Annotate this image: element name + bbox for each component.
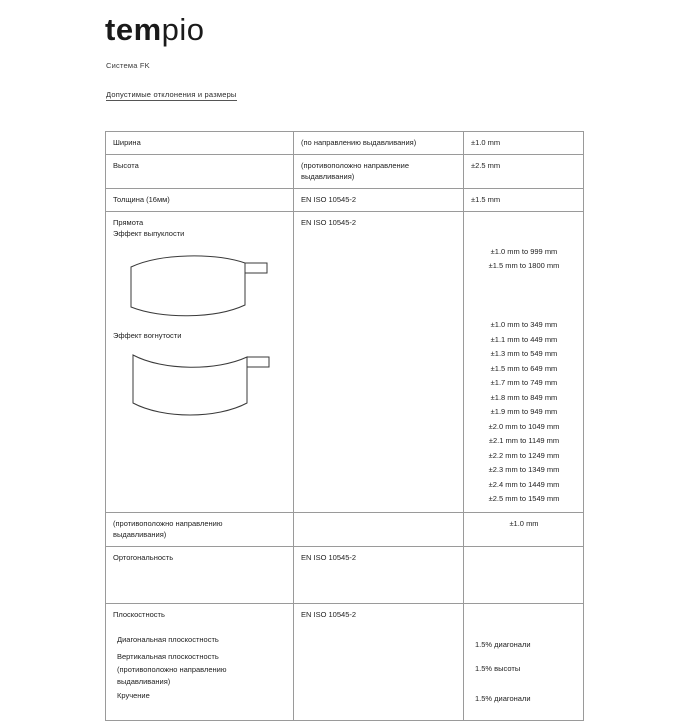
flatness-value-diagonal: 1.5% диагонали — [475, 639, 531, 649]
concave-value: ±2.1 mm to 1149 mm — [488, 436, 560, 446]
concave-value: ±1.5 mm to 649 mm — [490, 363, 558, 373]
table-row-straightness — [106, 211, 584, 512]
row-note-height: (противоположно направление выдавливания) — [294, 154, 464, 188]
flatness-sub-label-diagonal: Диагональная плоскостность — [117, 635, 219, 645]
row-value-opposite-direction: ±1.0 mm — [464, 512, 584, 546]
concave-value-list — [471, 318, 577, 506]
flatness-value-vertical: 1.5% высоты — [475, 663, 521, 673]
row-label-orthogonality: Ортогональность — [106, 546, 294, 603]
table-row — [106, 512, 584, 546]
concave-value: ±2.3 mm to 1349 mm — [488, 465, 560, 475]
flatness-sub-label-vertical-2: (противоположно направлению — [117, 664, 227, 674]
flatness-values-cell — [464, 603, 584, 721]
row-label-flatness: Плоскостность — [113, 609, 165, 619]
row-value-height: ±2.5 mm — [464, 154, 584, 188]
concave-value: ±1.3 mm to 549 mm — [490, 349, 558, 359]
row-label-opposite-direction — [106, 512, 294, 546]
row-standard-orthogonality: EN ISO 10545-2 — [294, 546, 464, 603]
brand-logo — [105, 12, 205, 48]
row-sublabel-convex: Эффект выпуклости — [113, 229, 185, 239]
section-title: Допустимые отклонения и размеры — [106, 90, 237, 99]
concave-value: ±2.0 mm to 1049 mm — [488, 421, 560, 431]
table-row-flatness — [106, 603, 584, 721]
concave-shape-diagram — [125, 345, 287, 427]
concave-value: ±2.4 mm to 1449 mm — [488, 479, 560, 489]
flatness-standard-cell: EN ISO 10545-2 — [294, 603, 464, 721]
concave-value: ±2.2 mm to 1249 mm — [488, 450, 560, 460]
row-label-thickness: Толщина (16мм) — [106, 188, 294, 211]
straightness-standard-cell: EN ISO 10545-2 — [294, 211, 464, 512]
row-sublabel-concave: Эффект вогнутости — [113, 330, 182, 340]
convex-shape-diagram — [123, 249, 287, 324]
brand-logo-bold: tem — [105, 12, 162, 47]
convex-shape-svg — [123, 249, 278, 324]
flatness-value-twist: 1.5% диагонали — [475, 694, 531, 704]
concave-value: ±1.9 mm to 949 mm — [490, 407, 558, 417]
concave-value: ±1.0 mm to 349 mm — [490, 320, 558, 330]
flatness-label-cell — [106, 603, 294, 721]
table-row — [106, 188, 584, 211]
document-subtitle: Система FK — [106, 61, 150, 70]
opposite-direction-line2: выдавливания) — [113, 530, 167, 540]
row-value-orthogonality — [464, 546, 584, 603]
flatness-sub-label-vertical-3: выдавливания) — [117, 676, 171, 686]
table-row — [106, 132, 584, 155]
concave-value: ±1.7 mm to 749 mm — [490, 378, 558, 388]
row-value-thickness: ±1.5 mm — [464, 188, 584, 211]
convex-value-list — [471, 245, 577, 274]
concave-value: ±1.8 mm to 849 mm — [490, 392, 558, 402]
brand-logo-light: pio — [161, 12, 205, 47]
row-standard-opposite-direction — [294, 512, 464, 546]
table-row — [106, 546, 584, 603]
row-label-height: Высота — [106, 154, 294, 188]
concave-value: ±2.5 mm to 1549 mm — [488, 494, 560, 504]
straightness-values-cell — [464, 211, 584, 512]
specification-table — [105, 131, 584, 721]
concave-shape-svg — [125, 345, 280, 427]
row-note-width: (по направлению выдавливания) — [294, 132, 464, 155]
opposite-direction-line1: (противоположно направлению — [113, 518, 223, 528]
flatness-sub-label-twist: Кручение — [117, 690, 150, 700]
convex-value: ±1.5 mm to 1800 mm — [488, 260, 560, 270]
convex-value: ±1.0 mm to 999 mm — [490, 246, 558, 256]
row-standard-thickness: EN ISO 10545-2 — [294, 188, 464, 211]
concave-value: ±1.1 mm to 449 mm — [490, 334, 558, 344]
row-label-straightness: Прямота — [113, 217, 144, 227]
flatness-sub-label-vertical-1: Вертикальная плоскостность — [117, 651, 219, 661]
straightness-label-cell — [106, 211, 294, 512]
row-label-width: Ширина — [106, 132, 294, 155]
table-row — [106, 154, 584, 188]
row-value-width: ±1.0 mm — [464, 132, 584, 155]
